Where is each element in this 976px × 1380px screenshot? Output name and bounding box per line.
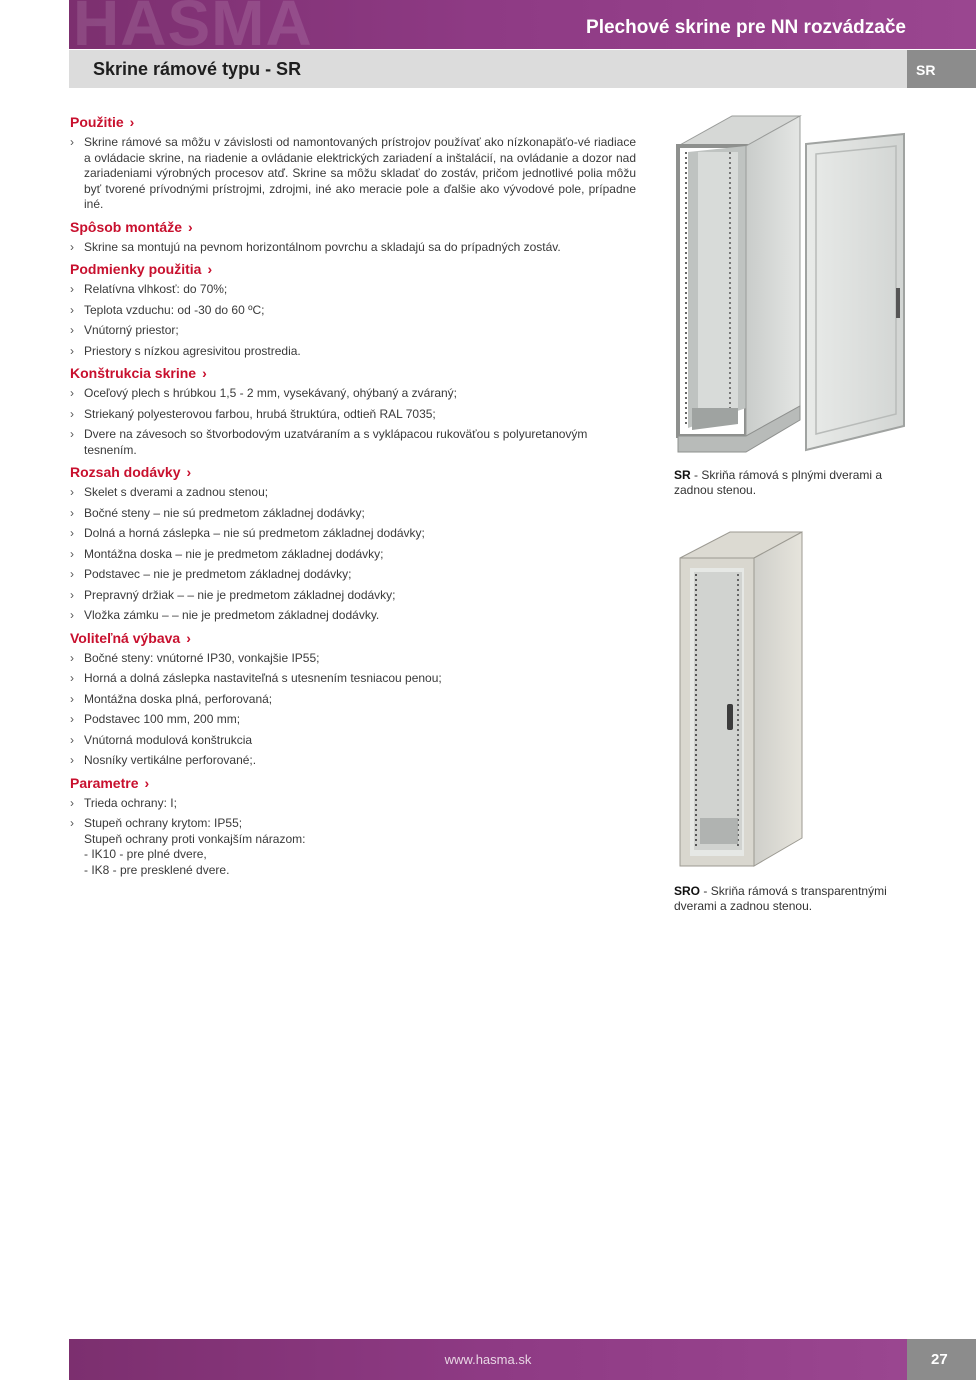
bullet-list: [70, 485, 636, 624]
section-header: [69, 50, 907, 88]
list-item: › Montážna doska plná, perforovaná;: [70, 691, 273, 706]
list-item: › Podstavec 100 mm, 200 mm;: [70, 712, 241, 726]
param-line: - IK10 - pre plné dvere,: [84, 847, 207, 861]
bullet-list: [70, 796, 636, 879]
website-link[interactable]: www.hasma.sk: [444, 1352, 532, 1367]
list-item: › Trieda ochrany: I;: [70, 795, 177, 810]
list-item: › Vnútorný priestor;: [70, 323, 179, 337]
list-item: › Skelet s dverami a zadnou stenou;: [70, 485, 269, 499]
param-line: Stupeň ochrany proti vonkajším nárazom:: [84, 831, 306, 846]
brand-watermark: HASMA: [73, 0, 313, 49]
section-parametre: [70, 775, 636, 879]
section-podmienky: [70, 261, 636, 359]
list-item: › Skrine sa montujú na pevnom horizontálnom povrchu a skladajú sa do prípadných zostáv.: [70, 239, 561, 254]
list-item: › Skrine rámové sa môžu v závislosti od namontovaných prístrojov používať ako nízkonapäťo-vé riadiace a ovládacie skrine, na riadenie a ovládanie elektrických zariadení a inštalácií, na ovládanie a dozor nad zariadeniami výrobných procesov atď. Skrine sa môžu skladať do zostáv, pričom jednotlivé polia môžu byť tvorené prívodnými prístrojmi, zdrojmi, iné ako meracie pole a ďalšie ako vývodové pole, prípadne iné.: [70, 135, 636, 211]
product-caption-sro: SRO - Skriňa rámová s transparentnými dverami a zadnou stenou.: [674, 884, 887, 913]
list-item: › Nosníky vertikálne perforované;.: [70, 753, 257, 767]
bullet-list: [70, 386, 636, 458]
section-title: Skrine rámové typu - SR: [93, 59, 302, 79]
product-caption-sr: SR - Skriňa rámová s plnými dverami a zadnou stenou.: [674, 468, 883, 497]
list-item: › Bočné steny – nie sú predmetom základnej dodávky;: [70, 505, 365, 520]
section-volitelna: [70, 630, 636, 769]
section-heading: Rozsah dodávky ›: [70, 464, 192, 480]
section-tab-label: SR: [916, 62, 936, 78]
cabinet-sr-image: [672, 108, 908, 458]
list-item: › Relatívna vlhkosť: do 70%;: [70, 282, 228, 296]
document-title: Plechové skrine pre NN rozvádzače: [586, 17, 906, 38]
list-item: › Oceľový plech s hrúbkou 1,5 - 2 mm, vysekávaný, ohýbaný a zváraný;: [70, 386, 458, 400]
top-banner: [69, 0, 976, 49]
section-heading: Spôsob montáže ›: [70, 218, 193, 235]
page-number: 27: [931, 1351, 948, 1368]
section-heading: Parametre ›: [70, 774, 150, 791]
section-montaz: [70, 219, 636, 256]
section-pouzitie: [70, 114, 636, 213]
list-item: › Priestory s nízkou agresivitou prostredia.: [70, 343, 301, 358]
section-heading: Podmienky použitia ›: [70, 261, 213, 277]
list-item: › Montážna doska – nie je predmetom základnej dodávky;: [70, 546, 384, 561]
list-item: › Vložka zámku – – nie je predmetom základnej dodávky.: [70, 608, 380, 622]
footer-bar: [69, 1339, 907, 1380]
bullet-list: [70, 135, 636, 213]
list-item: › Dolná a horná záslepka – nie sú predmetom základnej dodávky;: [70, 526, 425, 540]
cabinet-sro-image: [672, 528, 812, 873]
list-item: › Podstavec – nie je predmetom základnej dodávky;: [70, 567, 352, 581]
list-item: › Bočné steny: vnútorné IP30, vonkajšie IP55;: [70, 650, 320, 665]
bullet-list: [70, 651, 636, 769]
list-item: › Prepravný držiak – – nie je predmetom základnej dodávky;: [70, 587, 396, 602]
section-tab: [907, 50, 976, 88]
param-line: - IK8 - pre presklené dvere.: [84, 862, 230, 877]
bullet-list: [70, 240, 636, 256]
page-number-tab: [907, 1339, 976, 1380]
list-item: › Striekaný polyesterovou farbou, hrubá štruktúra, odtieň RAL 7035;: [70, 406, 436, 421]
section-heading: Použitie ›: [70, 114, 135, 130]
section-rozsah: [70, 464, 636, 624]
section-konstrukcia: [70, 365, 636, 458]
list-item: › Vnútorná modulová konštrukcia: [70, 732, 253, 747]
list-item: › Dvere na závesoch so štvorbodovým uzatváraním a s vyklápacou rukoväťou s polyuretanovým tesnením.: [70, 427, 588, 457]
main-content: [70, 108, 636, 883]
bullet-list: [70, 282, 636, 359]
section-heading: Konštrukcia skrine ›: [70, 365, 207, 381]
list-item: › Teplota vzduchu: od -30 do 60 ºC;: [70, 302, 265, 317]
section-heading: Voliteľná výbava ›: [70, 629, 191, 646]
list-item: › Stupeň ochrany krytom: IP55; Stupeň ochrany proti vonkajším nárazom: - IK10 - pre plné dvere, - IK8 - pre presklené dvere.: [70, 816, 636, 878]
list-item: › Horná a dolná záslepka nastaviteľná s utesnením tesniacou penou;: [70, 671, 442, 685]
